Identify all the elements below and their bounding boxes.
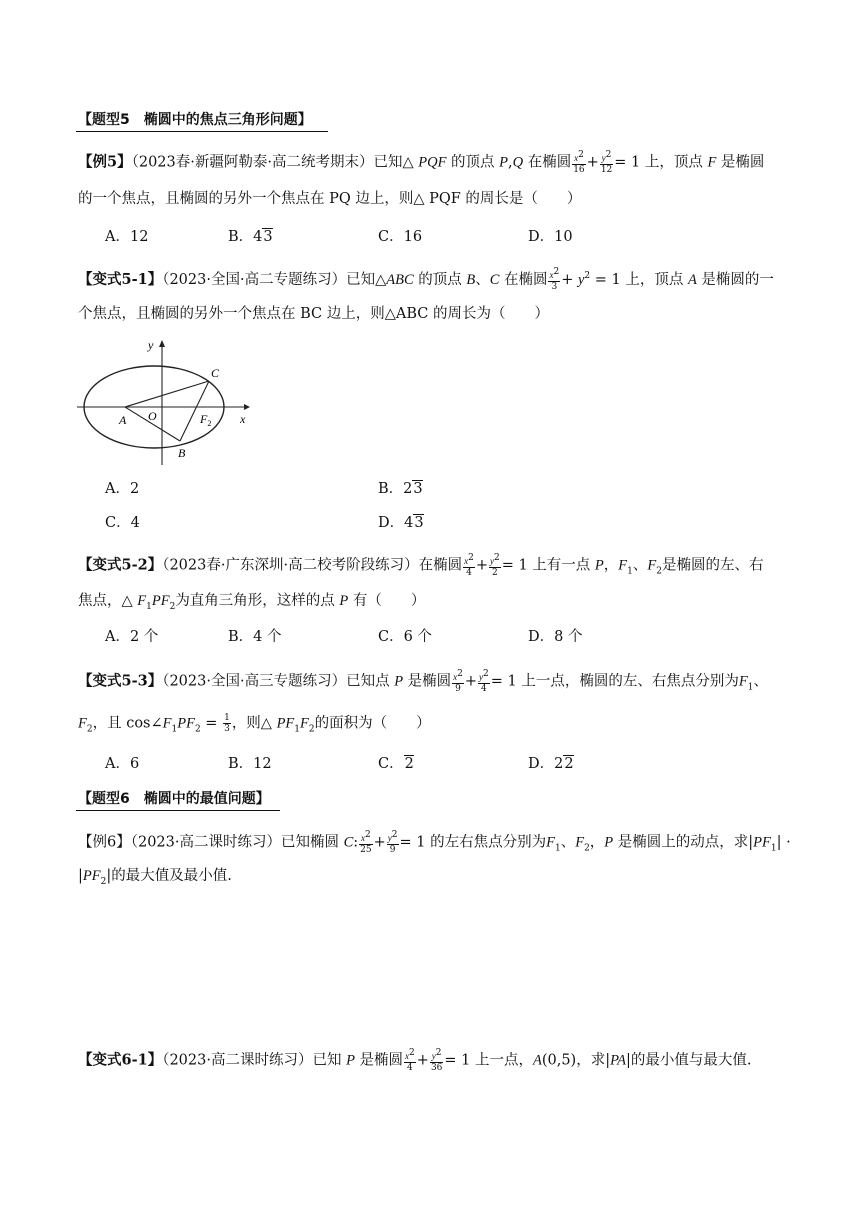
example-5-option-d[interactable]: D．10 (528, 229, 573, 245)
variant-5-3-line-1: 【变式5-3】（2023·全国·高三专题练习）已知点 P 是椭圆 $\frac{x^2}{9}$ + $\frac{y^2}{4}$ = 1 上一点，椭圆的左、右焦点分别为$F_1$、 (78, 669, 768, 694)
segment-ac (125, 381, 209, 407)
example-6-line-2: $|PF_2|$的最大值及最小值. (78, 868, 232, 887)
example-6-tail: 的最大值及最小值. (111, 868, 232, 884)
label-f2: $F_2$ (200, 412, 212, 428)
variant-5-2-option-c[interactable]: C．6 个 (378, 629, 432, 645)
section-heading-5: 【题型5 椭圆中的焦点三角形问题】 (78, 112, 312, 128)
label-y: y (148, 338, 154, 352)
variant-5-2-option-d[interactable]: D．8 个 (528, 629, 583, 645)
example-6-tag: 【例6】 (78, 834, 131, 851)
variant-5-3-option-b[interactable]: B．12 (228, 756, 272, 772)
label-a: A (119, 413, 127, 427)
example-5-line-1: 【例5】（2023春·新疆阿勒泰·高二统考期末）已知△ PQF 的顶点 P,Q 在椭圆 $\frac{x^2}{16}$ + $\frac{y^2}{12}$ = 1 上，顶点 F 是椭圆 (78, 150, 765, 175)
example-5-option-b[interactable]: B．43 (228, 229, 273, 245)
variant-5-2-line-2: 焦点，△ $F_1PF_2$为直角三角形，这样的点 P 有（ ） (78, 593, 426, 612)
example-5-option-a[interactable]: A．12 (105, 229, 149, 245)
variant-5-1-source: （2023·全国·高二专题练习） (162, 271, 347, 288)
variant-5-1-option-a[interactable]: A．2 (105, 481, 140, 497)
variant-5-1-tag: 【变式5-1】 (78, 270, 163, 288)
variant-5-3-option-c[interactable]: C．2 (378, 756, 414, 772)
variant-5-1-option-c[interactable]: C．4 (105, 515, 140, 531)
variant-5-3-option-a[interactable]: A．6 (105, 756, 140, 772)
x-axis-arrow (244, 404, 250, 410)
variant-5-2-source: （2023春·广东深圳·高二校考阶段练习） (162, 557, 419, 574)
example-6-line-1: 【例6】（2023·高二课时练习）已知椭圆 C: $\frac{x^2}{25}$ + $\frac{y^2}{9}$ = 1 的左右焦点分别为$F_1$、$F_2$，P 是椭圆上的动点，求$|PF_1|$ · (78, 830, 791, 855)
example-5-option-c[interactable]: C．16 (378, 229, 423, 245)
ellipse-figure (72, 335, 262, 470)
variant-5-3-line-2: $F_2$，且 $\cos\angle F_1PF_2$ = $\frac{1}{3}$ ，则△ $PF_1F_2$的面积为（ ） (78, 713, 431, 735)
variant-5-2-option-b[interactable]: B．4 个 (228, 629, 282, 645)
example-5-tag: 【例5】 (78, 153, 132, 171)
variant-6-1-tag: 【变式6-1】 (78, 1051, 163, 1069)
label-o: O (148, 409, 157, 423)
example-6-source: （2023·高二课时练习） (130, 834, 281, 851)
section-heading-6: 【题型6 椭圆中的最值问题】 (78, 791, 270, 807)
variant-5-3-source: （2023·全国·高三专题练习） (162, 673, 347, 690)
variant-5-1-line-2: 个焦点，且椭圆的另外一个焦点在 BC 边上，则△ABC 的周长为（ ） (78, 306, 549, 322)
variant-6-1-line-1: 【变式6-1】（2023·高二课时练习）已知 P 是椭圆 $\frac{x^2}{4}$ + $\frac{y^2}{36}$ = 1 上一点，A(0,5)，求|PA|的最小值与最大值. (78, 1048, 752, 1073)
label-b: B (178, 446, 186, 460)
y-axis-arrow (159, 340, 165, 347)
variant-5-2-option-a[interactable]: A．2 个 (105, 629, 159, 645)
variant-5-2-line-1: 【变式5-2】（2023春·广东深圳·高二校考阶段练习）在椭圆 $\frac{x^2}{4}$ + $\frac{y^2}{2}$ = 1 上有一点 P，$F_1$、$F_2$是椭圆的左、右 (78, 553, 764, 578)
variant-6-1-source: （2023·高二课时练习） (162, 1052, 313, 1069)
example-5-source: （2023春·新疆阿勒泰·高二统考期末） (131, 154, 374, 171)
label-x: x (240, 412, 246, 426)
example-5-line-2: 的一个焦点，且椭圆的另外一个焦点在 PQ 边上，则△ PQF 的周长是（ ） (78, 191, 582, 207)
variant-5-3-tag: 【变式5-3】 (78, 672, 163, 690)
variant-5-3-option-d[interactable]: D．22 (528, 756, 574, 772)
label-f2-letter: F (200, 412, 208, 426)
variant-5-1-option-b[interactable]: B．23 (378, 481, 423, 497)
segment-bc (180, 381, 212, 441)
variant-5-1-option-d[interactable]: D．43 (378, 515, 424, 531)
label-c: C (211, 366, 220, 380)
variant-5-1-line-1: 【变式5-1】（2023·全国·高二专题练习）已知△ABC 的顶点 B、C 在椭圆 $\frac{x^2}{3}$ + $y^2 = 1$ 上，顶点 A 是椭圆的一 (78, 267, 774, 293)
variant-5-2-tag: 【变式5-2】 (78, 556, 163, 574)
